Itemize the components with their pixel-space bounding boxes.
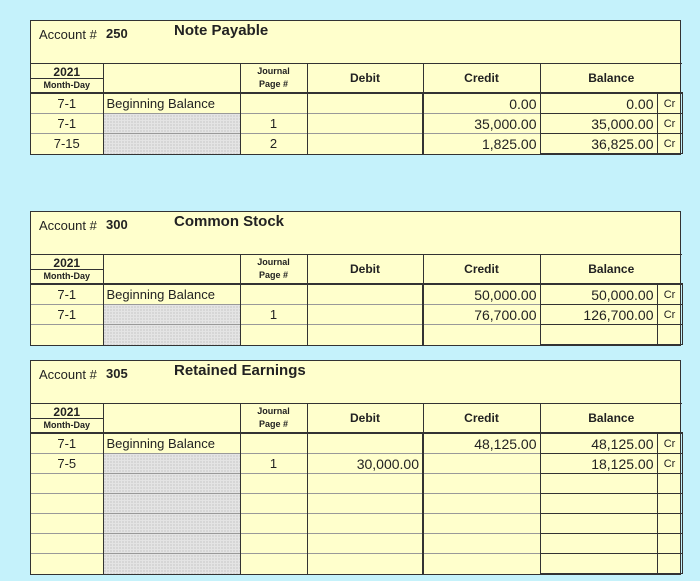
description-cell: Beginning Balance: [103, 433, 240, 454]
date-cell[interactable]: 7-15: [31, 134, 103, 154]
account-label: Account #: [39, 27, 97, 42]
balance-cell[interactable]: [540, 514, 657, 534]
credit-cell[interactable]: [423, 325, 540, 345]
ledger-row: [31, 93, 682, 114]
description-cell[interactable]: [103, 534, 240, 554]
date-cell[interactable]: [31, 494, 103, 514]
account-header: [31, 212, 680, 254]
debit-cell[interactable]: [307, 554, 423, 574]
ledger-row: [31, 494, 682, 514]
journal-page-cell[interactable]: [240, 325, 307, 345]
debit-header: Debit: [307, 404, 423, 434]
cr-dr-cell[interactable]: Cr: [657, 93, 682, 114]
balance-cell[interactable]: 48,125.00: [540, 433, 657, 454]
date-cell[interactable]: 7-1: [31, 93, 103, 114]
account-name: Common Stock: [174, 213, 285, 230]
debit-cell[interactable]: [307, 325, 423, 345]
journal-page-cell[interactable]: [240, 554, 307, 574]
credit-cell[interactable]: [423, 514, 540, 534]
date-header: [31, 64, 103, 94]
journal-page-cell[interactable]: [240, 474, 307, 494]
month-day-label: Month-Day: [43, 270, 90, 281]
credit-cell[interactable]: 35,000.00: [423, 114, 540, 134]
journal-page-cell[interactable]: [240, 284, 307, 305]
description-cell[interactable]: [103, 305, 240, 325]
account-number: 300: [106, 217, 128, 232]
cr-dr-cell[interactable]: Cr: [657, 305, 682, 325]
ledger-table: [31, 403, 683, 574]
month-day-label: Month-Day: [43, 79, 90, 90]
journal-label: Journal: [257, 257, 290, 267]
date-header: [31, 255, 103, 285]
debit-cell[interactable]: [307, 114, 423, 134]
ledger-row: [31, 474, 682, 494]
description-cell[interactable]: [103, 554, 240, 574]
date-cell[interactable]: 7-1: [31, 433, 103, 454]
description-cell[interactable]: [103, 474, 240, 494]
cr-dr-cell[interactable]: [657, 325, 682, 345]
debit-cell[interactable]: [307, 514, 423, 534]
year-label: 2021: [31, 66, 103, 79]
balance-header: Balance: [540, 64, 682, 94]
date-cell[interactable]: 7-1: [31, 114, 103, 134]
credit-cell[interactable]: 1,825.00: [423, 134, 540, 154]
ledger-header-row: [31, 404, 682, 434]
balance-cell[interactable]: 0.00: [540, 93, 657, 114]
balance-header: Balance: [540, 255, 682, 285]
description-cell: Beginning Balance: [103, 284, 240, 305]
description-cell: Beginning Balance: [103, 93, 240, 114]
credit-cell[interactable]: 76,700.00: [423, 305, 540, 325]
year-label: 2021: [31, 406, 103, 419]
balance-cell[interactable]: 126,700.00: [540, 305, 657, 325]
cr-dr-cell[interactable]: Cr: [657, 433, 682, 454]
page-number-label: Page #: [258, 419, 289, 429]
ledger-header-row: [31, 255, 682, 285]
page-number-label: Page #: [258, 79, 289, 89]
journal-page-cell[interactable]: 1: [240, 114, 307, 134]
cr-dr-cell[interactable]: [657, 514, 682, 534]
debit-cell[interactable]: [307, 474, 423, 494]
balance-cell[interactable]: [540, 474, 657, 494]
cr-dr-cell[interactable]: [657, 474, 682, 494]
debit-cell[interactable]: [307, 134, 423, 154]
balance-cell[interactable]: [540, 325, 657, 345]
account-label: Account #: [39, 218, 97, 233]
cr-dr-cell[interactable]: [657, 494, 682, 514]
description-cell[interactable]: [103, 514, 240, 534]
cr-dr-cell[interactable]: Cr: [657, 134, 682, 154]
description-cell[interactable]: [103, 134, 240, 154]
journal-page-header: [240, 404, 307, 434]
account-number: 250: [106, 26, 128, 41]
credit-cell[interactable]: 50,000.00: [423, 284, 540, 305]
debit-cell[interactable]: 30,000.00: [307, 454, 423, 474]
date-header: [31, 404, 103, 434]
balance-cell[interactable]: 35,000.00: [540, 114, 657, 134]
ledger-common-stock: [30, 211, 681, 346]
journal-label: Journal: [257, 406, 290, 416]
cr-dr-cell[interactable]: Cr: [657, 114, 682, 134]
account-header: [31, 361, 680, 403]
date-cell[interactable]: 7-1: [31, 305, 103, 325]
credit-cell[interactable]: [423, 554, 540, 574]
debit-cell[interactable]: [307, 534, 423, 554]
debit-cell[interactable]: [307, 305, 423, 325]
credit-cell[interactable]: [423, 494, 540, 514]
balance-cell[interactable]: 50,000.00: [540, 284, 657, 305]
journal-page-cell[interactable]: [240, 433, 307, 454]
balance-cell[interactable]: 18,125.00: [540, 454, 657, 474]
account-number: 305: [106, 366, 128, 381]
ledger-row: [31, 305, 682, 325]
date-cell[interactable]: [31, 534, 103, 554]
date-cell[interactable]: 7-1: [31, 284, 103, 305]
month-day-label: Month-Day: [43, 419, 90, 430]
description-header: [103, 64, 240, 94]
balance-header: Balance: [540, 404, 682, 434]
journal-page-cell[interactable]: [240, 534, 307, 554]
description-cell[interactable]: [103, 454, 240, 474]
journal-label: Journal: [257, 66, 290, 76]
ledger-table: [31, 254, 683, 345]
debit-header: Debit: [307, 64, 423, 94]
journal-page-cell[interactable]: 2: [240, 134, 307, 154]
journal-page-cell[interactable]: [240, 494, 307, 514]
date-cell[interactable]: [31, 554, 103, 574]
credit-cell[interactable]: [423, 534, 540, 554]
balance-cell[interactable]: [540, 534, 657, 554]
journal-page-header: [240, 255, 307, 285]
ledger-row: [31, 325, 682, 345]
credit-cell[interactable]: 48,125.00: [423, 433, 540, 454]
credit-cell[interactable]: [423, 474, 540, 494]
debit-cell[interactable]: [307, 93, 423, 114]
ledger-row: [31, 433, 682, 454]
debit-header: Debit: [307, 255, 423, 285]
credit-cell[interactable]: [423, 454, 540, 474]
description-header: [103, 255, 240, 285]
account-label: Account #: [39, 367, 97, 382]
balance-cell[interactable]: [540, 494, 657, 514]
ledger-note-payable: [30, 20, 681, 155]
credit-header: Credit: [423, 255, 540, 285]
cr-dr-cell[interactable]: [657, 534, 682, 554]
ledger-header-row: [31, 64, 682, 94]
cr-dr-cell[interactable]: Cr: [657, 284, 682, 305]
debit-cell[interactable]: [307, 284, 423, 305]
cr-dr-cell[interactable]: Cr: [657, 454, 682, 474]
debit-cell[interactable]: [307, 494, 423, 514]
ledger-row: [31, 114, 682, 134]
journal-page-header: [240, 64, 307, 94]
journal-page-cell[interactable]: 1: [240, 305, 307, 325]
account-name: Note Payable: [174, 22, 269, 39]
ledger-row: [31, 134, 682, 154]
journal-page-cell[interactable]: [240, 514, 307, 534]
date-cell[interactable]: [31, 474, 103, 494]
date-cell[interactable]: 7-5: [31, 454, 103, 474]
account-name: Retained Earnings: [174, 362, 306, 379]
description-cell[interactable]: [103, 325, 240, 345]
journal-page-cell[interactable]: [240, 93, 307, 114]
credit-cell[interactable]: 0.00: [423, 93, 540, 114]
journal-page-cell[interactable]: 1: [240, 454, 307, 474]
year-label: 2021: [31, 257, 103, 270]
credit-header: Credit: [423, 404, 540, 434]
ledger-row: [31, 514, 682, 534]
ledger-row: [31, 554, 682, 574]
ledger-row: [31, 534, 682, 554]
ledger-row: [31, 284, 682, 305]
balance-cell[interactable]: 36,825.00: [540, 134, 657, 154]
ledger-table: [31, 63, 683, 154]
debit-cell[interactable]: [307, 433, 423, 454]
description-header: [103, 404, 240, 434]
page-number-label: Page #: [258, 270, 289, 280]
balance-cell[interactable]: [540, 554, 657, 574]
description-cell[interactable]: [103, 494, 240, 514]
date-cell[interactable]: [31, 514, 103, 534]
date-cell[interactable]: [31, 325, 103, 345]
description-cell[interactable]: [103, 114, 240, 134]
credit-header: Credit: [423, 64, 540, 94]
account-header: [31, 21, 680, 63]
cr-dr-cell[interactable]: [657, 554, 682, 574]
ledger-row: [31, 454, 682, 474]
ledger-retained-earnings: [30, 360, 681, 575]
